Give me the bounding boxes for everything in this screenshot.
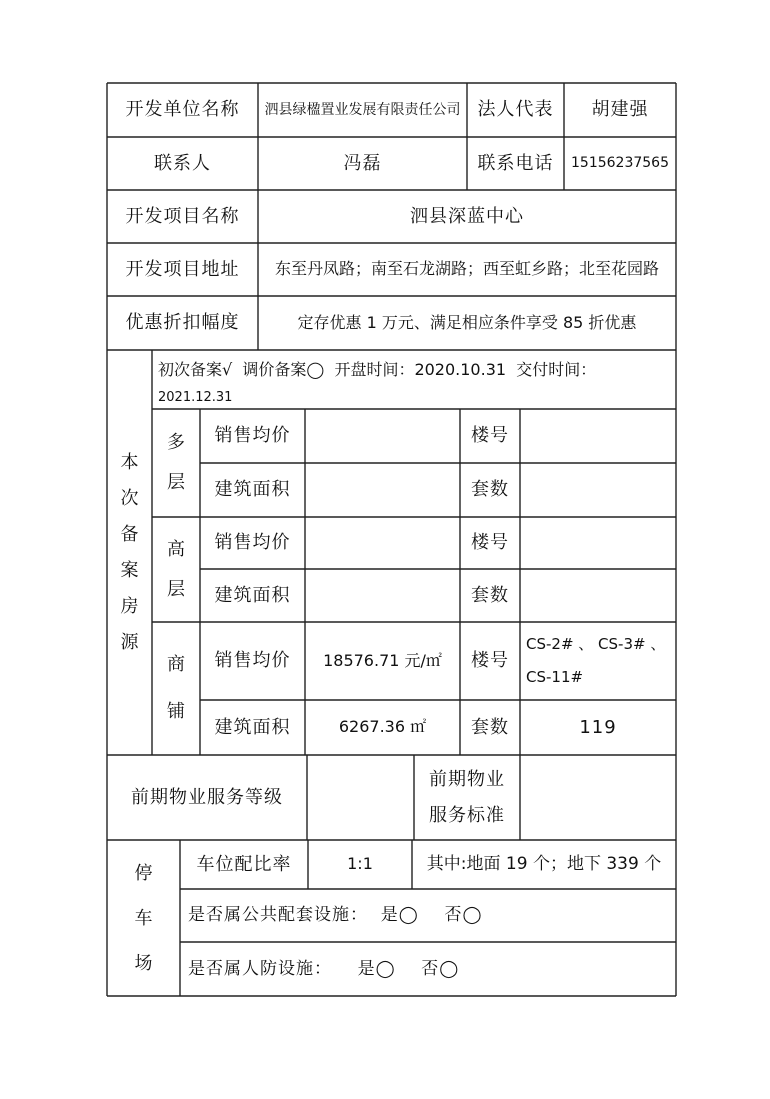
building-value-line: CS-2# 、 CS-3# 、	[526, 635, 666, 653]
type-char: 高	[167, 538, 185, 560]
parking-ratio-value: 1:1	[347, 854, 373, 874]
multistorey-area-value	[305, 463, 460, 517]
shops-building-label: 楼号	[471, 650, 509, 672]
type-char: 商	[167, 653, 185, 675]
filing-header-char: 备	[120, 523, 139, 545]
shops-area-label: 建筑面积	[214, 716, 291, 738]
discount-label: 优惠折扣幅度	[125, 312, 240, 334]
filing-header-char: 次	[120, 487, 139, 509]
type-char: 铺	[167, 700, 185, 722]
shops-area-value: 6267.36 ㎡	[338, 717, 427, 737]
type-char: 层	[167, 472, 185, 493]
shops-price-label: 销售均价	[214, 650, 291, 672]
legal-rep-label: 法人代表	[477, 99, 554, 121]
multistorey-area-label: 建筑面积	[214, 479, 291, 501]
multistorey-price-label: 销售均价	[214, 425, 291, 447]
parking-header-char: 车	[134, 907, 153, 929]
filing-section-header	[107, 350, 152, 755]
shops-building-value	[520, 622, 676, 700]
type-shops	[152, 622, 200, 755]
filing-header-char: 源	[120, 631, 139, 653]
highrise-building-value	[520, 517, 676, 569]
type-char: 层	[167, 578, 185, 600]
filing-header-char: 房	[120, 595, 139, 617]
filing-info-line1: 初次备案√ 调价备案◯ 开盘时间：2020.10.31 交付时间：	[158, 359, 597, 379]
developer-unit-label: 开发单位名称	[125, 99, 240, 121]
parking-header-char: 停	[134, 862, 153, 884]
parking-civil-defense: 是否属人防设施： 是◯ 否◯	[188, 958, 460, 979]
multistorey-units-label: 套数	[471, 479, 509, 501]
type-multistorey	[152, 409, 200, 517]
shops-price-value: 18576.71 元/㎡	[323, 650, 442, 670]
multistorey-building-label: 楼号	[471, 425, 509, 447]
developer-unit-value: 泗县绿楹置业发展有限责任公司	[264, 101, 461, 118]
highrise-area-label: 建筑面积	[214, 584, 291, 606]
project-address-label: 开发项目地址	[125, 258, 240, 280]
standard-label-line: 服务标准	[429, 804, 505, 826]
filing-header-char: 案	[120, 559, 139, 581]
type-highrise	[152, 517, 200, 622]
phone-label: 联系电话	[477, 152, 554, 174]
project-name-value: 泗县深蓝中心	[410, 205, 524, 227]
property-service-standard-label	[414, 755, 520, 840]
highrise-price-value	[305, 517, 460, 569]
project-address-value: 东至丹凤路；南至石龙湖路；西至虹乡路；北至花园路	[274, 259, 659, 279]
property-service-grade-label: 前期物业服务等级	[131, 786, 283, 808]
highrise-units-label: 套数	[471, 584, 509, 606]
highrise-area-value	[305, 569, 460, 622]
building-value-line: CS-11#	[526, 668, 584, 686]
parking-header-char: 场	[134, 952, 153, 974]
parking-ratio-detail: 其中:地面 19 个；地下 339 个	[426, 854, 662, 875]
phone-value: 15156237565	[571, 155, 669, 172]
type-char: 多	[167, 432, 185, 454]
parking-public-facility: 是否属公共配套设施： 是◯ 否◯	[188, 905, 483, 926]
highrise-units-value	[520, 569, 676, 622]
filing-info-line2: 2021.12.31	[158, 389, 233, 405]
property-service-standard-value	[520, 755, 676, 840]
shops-units-label: 套数	[471, 716, 509, 738]
contact-label: 联系人	[154, 152, 211, 174]
multistorey-price-value	[305, 409, 460, 463]
legal-rep-value: 胡建强	[591, 99, 649, 121]
multistorey-building-value	[520, 409, 676, 463]
project-name-label: 开发项目名称	[125, 205, 240, 227]
standard-label-line: 前期物业	[429, 768, 505, 790]
property-service-grade-value	[307, 755, 414, 840]
shops-units-value: 119	[579, 716, 617, 738]
parking-ratio-label: 车位配比率	[196, 853, 292, 875]
highrise-price-label: 销售均价	[214, 532, 291, 554]
filing-header-char: 本	[120, 451, 139, 473]
contact-value: 冯磊	[343, 152, 382, 174]
highrise-building-label: 楼号	[471, 532, 509, 554]
discount-value: 定存优惠 1 万元、满足相应条件享受 85 折优惠	[297, 312, 637, 332]
multistorey-units-value	[520, 463, 676, 517]
parking-section-header	[107, 840, 180, 996]
